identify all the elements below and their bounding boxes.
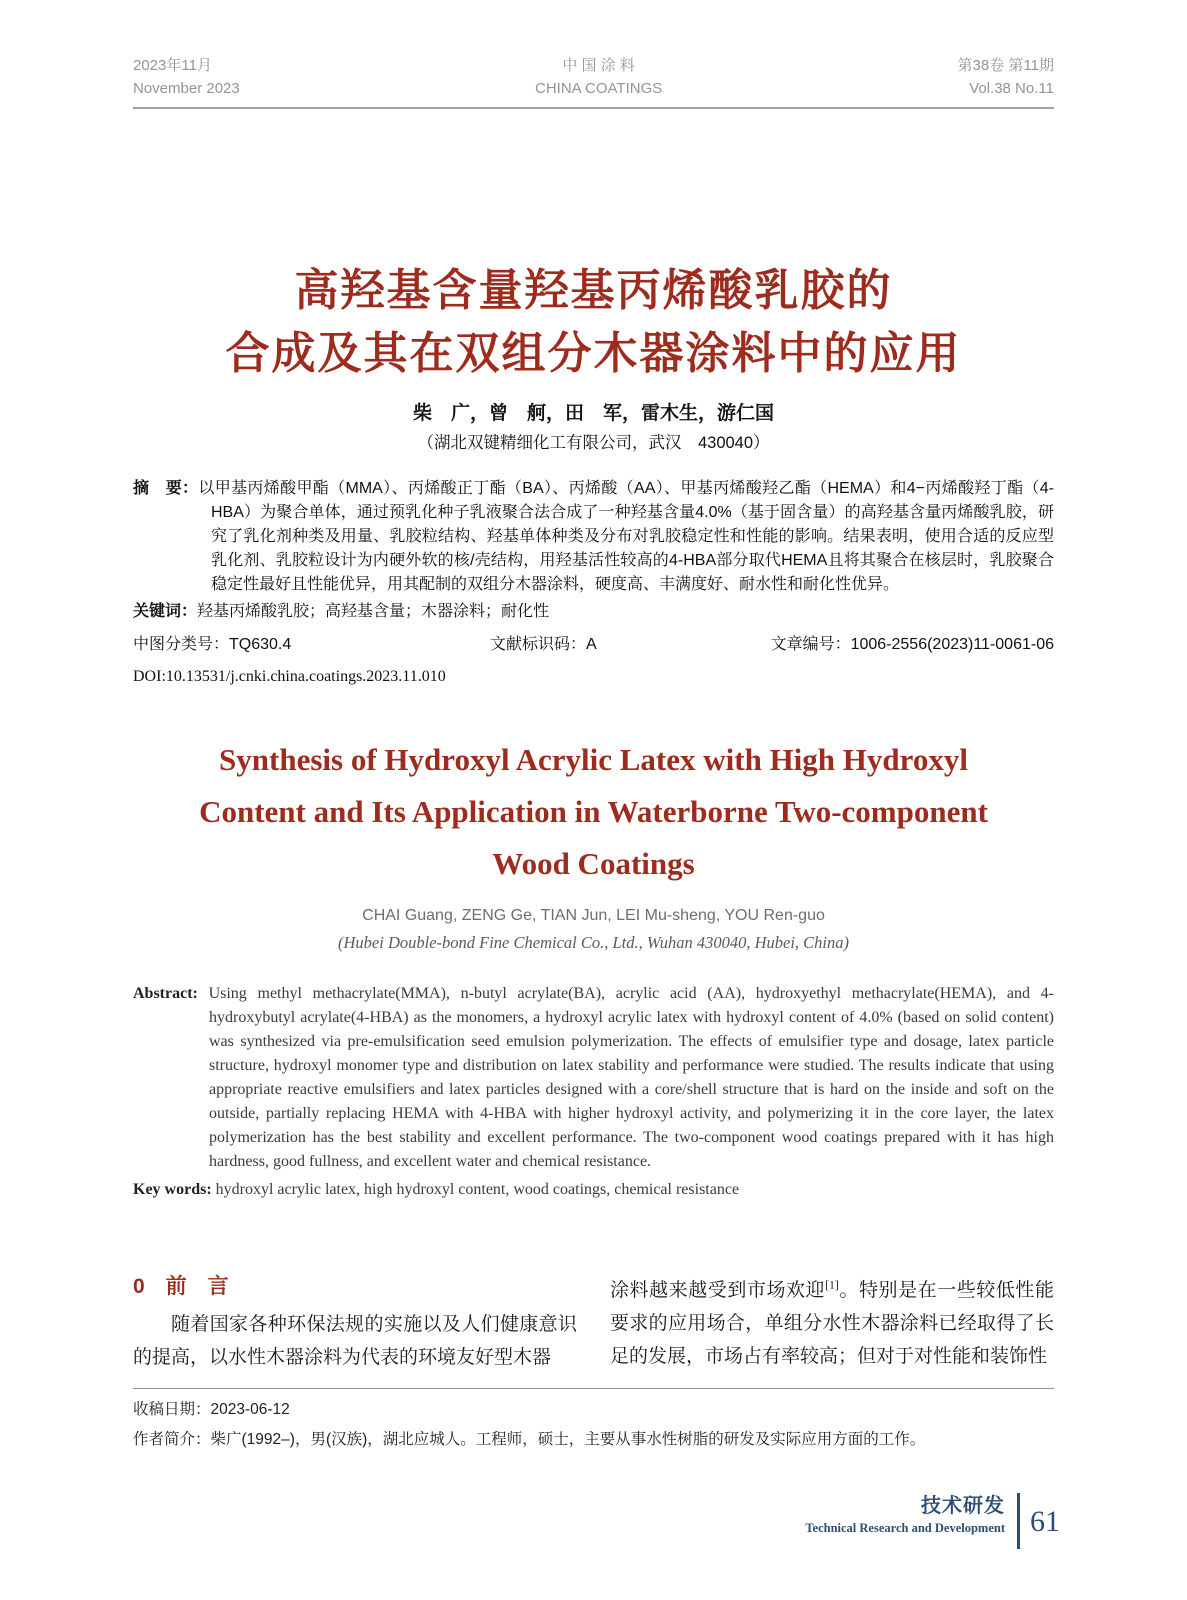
article-id [757, 632, 1054, 657]
keywords-en-label: Key words: [133, 1181, 212, 1198]
clc-number [133, 632, 490, 657]
keywords-zh-text: 羟基丙烯酸乳胶；高羟基含量；木器涂料；耐化性 [197, 603, 550, 620]
abstract-zh-text: 以甲基丙烯酸甲酯（MMA）、丙烯酸正丁酯（BA）、丙烯酸（AA）、甲基丙烯酸羟乙酯（HEMA）和4−丙烯酸羟丁酯（4-HBA）为聚合单体，通过预乳化种子乳液聚合法合成了一种羟基含量4.0%（基于固含量）的高羟基含量丙烯酸乳胶，研究了乳化剂种类及用量、乳胶粒结构、羟基单体种类及分布对乳胶稳定性和性能的影响。结果表明，使用合适的反应型乳化剂、乳胶粒设计为内硬外软的核/壳结构，用羟基活性较高的4-HBA部分取代HEMA且将其聚合在核层时，乳胶聚合稳定性最好且性能优异，用其配制的双组分木器涂料，硬度高、丰满度好、耐水性和耐化性优异。 [198, 480, 1054, 593]
article-title-en-line1: Synthesis of Hydroxyl Acrylic Latex with High Hydroxyl [219, 742, 968, 777]
abstract-zh-label: 摘 要： [133, 480, 199, 497]
article-title-zh-line2: 合成及其在双组分木器涂料中的应用 [225, 329, 962, 378]
authors-en: CHAI Guang, ZENG Ge, TIAN Jun, LEI Mu-sheng, YOU Ren-guo [362, 907, 825, 924]
right-column [610, 1274, 1054, 1374]
classification-row [133, 632, 1054, 657]
section-heading-intro: 0 前 言 [133, 1275, 229, 1298]
document-code [490, 632, 757, 657]
document-code-value: A [586, 636, 597, 653]
keywords-zh [133, 599, 1054, 624]
article-title-en [133, 734, 1054, 890]
header-issue-zh: 第38卷 第11期 [957, 57, 1054, 74]
received-date [133, 1395, 1054, 1425]
author-bio-label: 作者简介： [133, 1431, 211, 1448]
body-columns [133, 1260, 1054, 1374]
footnotes [133, 1389, 1054, 1455]
abstract-en [133, 982, 1054, 1174]
journal-header [133, 55, 1054, 109]
footer-divider-bar [1017, 1493, 1020, 1549]
footer-category [805, 1493, 1005, 1537]
intro-right-text1: 涂料越来越受到市场欢迎 [610, 1280, 826, 1301]
article-id-value: 1006-2556(2023)11-0061-06 [850, 636, 1054, 653]
header-date-zh: 2023年11月 [133, 57, 212, 74]
header-journal-en: CHINA COATINGS [535, 79, 663, 97]
abstract-zh [133, 477, 1054, 597]
author-bio [133, 1425, 1054, 1455]
author-bio-value: 柴广(1992–)，男(汉族)，湖北应城人。工程师，硕士，主要从事水性树脂的研发及实际应用方面的工作。 [210, 1431, 926, 1448]
abstract-en-label: Abstract: [133, 985, 198, 1002]
clc-number-label: 中图分类号： [133, 636, 230, 653]
intro-paragraph-left: 随着国家各种环保法规的实施以及人们健康意识的提高，以水性木器涂料为代表的环境友好型木器 [133, 1314, 577, 1368]
keywords-en [133, 1178, 1054, 1202]
header-issue-en: Vol.38 No.11 [969, 79, 1054, 97]
header-journal-name [535, 55, 662, 100]
page-footer-brand [805, 1493, 1060, 1549]
intro-paragraph-right [610, 1274, 1054, 1373]
article-title-zh-line1: 高羟基含量羟基丙烯酸乳胶的 [294, 266, 893, 315]
header-journal-zh: 中 国 涂 料 [562, 57, 635, 74]
document-code-label: 文献标识码： [490, 636, 587, 653]
reference-marker: [1] [825, 1278, 839, 1292]
header-date [133, 55, 240, 100]
article-title-zh [133, 259, 1054, 385]
doi: DOI:10.13531/j.cnki.china.coatings.2023.11.010 [133, 668, 446, 685]
article-title-en-line2: Content and Its Application in Waterborne Two-component [199, 794, 988, 829]
keywords-zh-label: 关键词： [133, 603, 198, 620]
clc-number-value: TQ630.4 [229, 636, 292, 653]
intro-right-text2: 。特别是在一些较低性能要求的应用场合，单组分水性木器涂料已经取得了长足的发展，市场占有率较高；但对于对性能和装饰性 [610, 1280, 1054, 1367]
affiliation-en: (Hubei Double-bond Fine Chemical Co., Ltd., Wuhan 430040, Hubei, China) [338, 933, 849, 952]
abstract-en-text: Using methyl methacrylate(MMA), n-butyl acrylate(BA), acrylic acid (AA), hydroxyethyl methacrylate(HEMA), and 4-hydroxybutyl acrylate(4-HBA) as the monomers, a hydroxyl acrylic latex with hydroxyl content of 4.0% (based on solid content) was synthesized via pre-emulsification seed emulsion polymerization. The effects of emulsifier type and dosage, latex particle structure, hydroxyl monomer type and distribution on latex stability and performance were studied. The results indicate that using appropriate reactive emulsifiers and latex particles designed with a core/shell structure that is hard on the inside and soft on the outside, partially replacing HEMA with 4-HBA with higher hydroxyl activity, and polymerizing it in the core layer, the latex polymerization has the best stability and excellent performance. The two-component wood coatings prepared with it has high hardness, good fullness, and excellent water and chemical resistance. [208, 985, 1054, 1170]
page-number: 61 [1030, 1505, 1060, 1538]
header-issue [958, 55, 1054, 100]
header-date-en: November 2023 [133, 79, 240, 97]
affiliation-zh: （湖北双键精细化工有限公司，武汉 430040） [417, 434, 770, 452]
authors-zh: 柴 广，曾 舸，田 军，雷木生，游仁国 [412, 403, 774, 424]
keywords-en-text: hydroxyl acrylic latex, high hydroxyl content, wood coatings, chemical resistance [215, 1181, 740, 1198]
article-title-en-line3: Wood Coatings [492, 846, 695, 881]
left-column [133, 1274, 577, 1374]
footer-category-zh: 技术研发 [921, 1495, 1005, 1517]
article-id-label: 文章编号： [770, 636, 851, 653]
received-date-label: 收稿日期： [133, 1401, 211, 1418]
received-date-value: 2023-06-12 [210, 1401, 290, 1418]
footer-category-en: Technical Research and Development [805, 1521, 1005, 1535]
